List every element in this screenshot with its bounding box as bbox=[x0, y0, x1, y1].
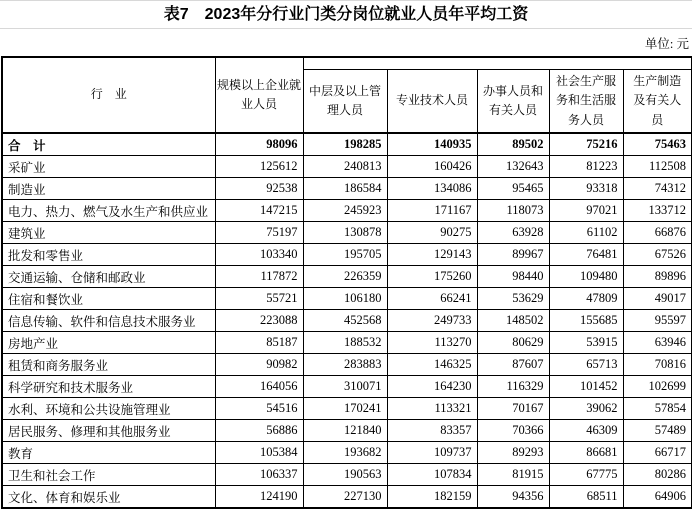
value-cell: 193682 bbox=[303, 442, 387, 464]
value-cell: 116329 bbox=[477, 376, 549, 398]
value-cell: 66717 bbox=[623, 442, 692, 464]
value-cell: 95465 bbox=[477, 178, 549, 200]
table-row bbox=[2, 420, 692, 442]
table-row bbox=[2, 332, 692, 354]
table-row bbox=[2, 310, 692, 332]
value-cell: 198285 bbox=[303, 133, 387, 156]
value-cell: 245923 bbox=[303, 200, 387, 222]
unit-label: 单位: 元 bbox=[644, 37, 689, 51]
table-row bbox=[2, 442, 692, 464]
value-cell: 75216 bbox=[549, 133, 623, 156]
value-cell: 190563 bbox=[303, 464, 387, 486]
value-cell: 130878 bbox=[303, 222, 387, 244]
table-body bbox=[2, 133, 692, 508]
value-cell: 146325 bbox=[387, 354, 477, 376]
value-cell: 310071 bbox=[303, 376, 387, 398]
value-cell: 160426 bbox=[387, 156, 477, 178]
value-cell: 53629 bbox=[477, 288, 549, 310]
value-cell: 109480 bbox=[549, 266, 623, 288]
value-cell: 226359 bbox=[303, 266, 387, 288]
value-cell: 140935 bbox=[387, 133, 477, 156]
header-social-service-staff: 社会生产服务和生活服务人员 bbox=[549, 70, 623, 134]
header-industry: 行 业 bbox=[2, 57, 215, 133]
value-cell: 112508 bbox=[623, 156, 692, 178]
value-cell: 188532 bbox=[303, 332, 387, 354]
table-row bbox=[2, 222, 692, 244]
industry-cell: 批发和零售业 bbox=[2, 244, 215, 266]
value-cell: 125612 bbox=[215, 156, 303, 178]
value-cell: 94356 bbox=[477, 486, 549, 509]
value-cell: 227130 bbox=[303, 486, 387, 509]
value-cell: 186584 bbox=[303, 178, 387, 200]
value-cell: 93318 bbox=[549, 178, 623, 200]
value-cell: 107834 bbox=[387, 464, 477, 486]
header-production-staff: 生产制造及有关人员 bbox=[623, 70, 692, 134]
table-row bbox=[2, 376, 692, 398]
value-cell: 118073 bbox=[477, 200, 549, 222]
header-clerical-staff: 办事人员和有关人员 bbox=[477, 70, 549, 134]
table-row bbox=[2, 354, 692, 376]
value-cell: 164056 bbox=[215, 376, 303, 398]
value-cell: 54516 bbox=[215, 398, 303, 420]
value-cell: 61102 bbox=[549, 222, 623, 244]
value-cell: 240813 bbox=[303, 156, 387, 178]
industry-cell: 租赁和商务服务业 bbox=[2, 354, 215, 376]
industry-cell: 文化、体育和娱乐业 bbox=[2, 486, 215, 509]
value-cell: 90275 bbox=[387, 222, 477, 244]
value-cell: 182159 bbox=[387, 486, 477, 509]
industry-cell: 信息传输、软件和信息技术服务业 bbox=[2, 310, 215, 332]
industry-cell: 房地产业 bbox=[2, 332, 215, 354]
value-cell: 98440 bbox=[477, 266, 549, 288]
value-cell: 66876 bbox=[623, 222, 692, 244]
industry-cell: 采矿业 bbox=[2, 156, 215, 178]
value-cell: 124190 bbox=[215, 486, 303, 509]
value-cell: 70816 bbox=[623, 354, 692, 376]
value-cell: 76481 bbox=[549, 244, 623, 266]
value-cell: 101452 bbox=[549, 376, 623, 398]
value-cell: 155685 bbox=[549, 310, 623, 332]
industry-cell: 住宿和餐饮业 bbox=[2, 288, 215, 310]
value-cell: 452568 bbox=[303, 310, 387, 332]
value-cell: 81223 bbox=[549, 156, 623, 178]
value-cell: 95597 bbox=[623, 310, 692, 332]
value-cell: 147215 bbox=[215, 200, 303, 222]
value-cell: 97021 bbox=[549, 200, 623, 222]
value-cell: 64906 bbox=[623, 486, 692, 509]
table-header bbox=[2, 57, 692, 133]
value-cell: 283883 bbox=[303, 354, 387, 376]
value-cell: 75463 bbox=[623, 133, 692, 156]
value-cell: 57854 bbox=[623, 398, 692, 420]
value-cell: 134086 bbox=[387, 178, 477, 200]
value-cell: 133712 bbox=[623, 200, 692, 222]
header-middle-managers: 中层及以上管理人员 bbox=[303, 70, 387, 134]
value-cell: 106337 bbox=[215, 464, 303, 486]
value-cell: 67775 bbox=[549, 464, 623, 486]
value-cell: 98096 bbox=[215, 133, 303, 156]
value-cell: 81915 bbox=[477, 464, 549, 486]
value-cell: 117872 bbox=[215, 266, 303, 288]
value-cell: 46309 bbox=[549, 420, 623, 442]
value-cell: 70167 bbox=[477, 398, 549, 420]
value-cell: 129143 bbox=[387, 244, 477, 266]
value-cell: 67526 bbox=[623, 244, 692, 266]
header-scale-enterprise-employees: 规模以上企业就业人员 bbox=[215, 57, 303, 133]
value-cell: 80286 bbox=[623, 464, 692, 486]
table-row bbox=[2, 464, 692, 486]
value-cell: 63928 bbox=[477, 222, 549, 244]
value-cell: 113321 bbox=[387, 398, 477, 420]
table-row bbox=[2, 398, 692, 420]
value-cell: 89502 bbox=[477, 133, 549, 156]
industry-cell: 制造业 bbox=[2, 178, 215, 200]
value-cell: 102699 bbox=[623, 376, 692, 398]
industry-cell: 教育 bbox=[2, 442, 215, 464]
industry-cell: 居民服务、修理和其他服务业 bbox=[2, 420, 215, 442]
industry-cell: 电力、热力、燃气及水生产和供应业 bbox=[2, 200, 215, 222]
table-row bbox=[2, 200, 692, 222]
value-cell: 49017 bbox=[623, 288, 692, 310]
value-cell: 171167 bbox=[387, 200, 477, 222]
value-cell: 249733 bbox=[387, 310, 477, 332]
value-cell: 106180 bbox=[303, 288, 387, 310]
value-cell: 89896 bbox=[623, 266, 692, 288]
value-cell: 175260 bbox=[387, 266, 477, 288]
table-row bbox=[2, 244, 692, 266]
table-row bbox=[2, 486, 692, 509]
value-cell: 121840 bbox=[303, 420, 387, 442]
value-cell: 70366 bbox=[477, 420, 549, 442]
industry-cell: 合 计 bbox=[2, 133, 215, 156]
industry-cell: 建筑业 bbox=[2, 222, 215, 244]
value-cell: 132643 bbox=[477, 156, 549, 178]
value-cell: 68511 bbox=[549, 486, 623, 509]
value-cell: 39062 bbox=[549, 398, 623, 420]
table-row bbox=[2, 133, 692, 156]
table-title: 表7 2023年分行业门类分岗位就业人员年平均工资 bbox=[0, 0, 692, 29]
value-cell: 90982 bbox=[215, 354, 303, 376]
value-cell: 89293 bbox=[477, 442, 549, 464]
value-cell: 170241 bbox=[303, 398, 387, 420]
value-cell: 87607 bbox=[477, 354, 549, 376]
header-spacer-row bbox=[2, 57, 692, 70]
header-professional-technical: 专业技术人员 bbox=[387, 70, 477, 134]
value-cell: 109737 bbox=[387, 442, 477, 464]
value-cell: 105384 bbox=[215, 442, 303, 464]
value-cell: 53915 bbox=[549, 332, 623, 354]
value-cell: 47809 bbox=[549, 288, 623, 310]
table-row bbox=[2, 178, 692, 200]
industry-cell: 卫生和社会工作 bbox=[2, 464, 215, 486]
value-cell: 57489 bbox=[623, 420, 692, 442]
value-cell: 86681 bbox=[549, 442, 623, 464]
value-cell: 66241 bbox=[387, 288, 477, 310]
value-cell: 74312 bbox=[623, 178, 692, 200]
value-cell: 164230 bbox=[387, 376, 477, 398]
value-cell: 89967 bbox=[477, 244, 549, 266]
value-cell: 55721 bbox=[215, 288, 303, 310]
value-cell: 103340 bbox=[215, 244, 303, 266]
value-cell: 113270 bbox=[387, 332, 477, 354]
industry-cell: 交通运输、仓储和邮政业 bbox=[2, 266, 215, 288]
value-cell: 195705 bbox=[303, 244, 387, 266]
value-cell: 65713 bbox=[549, 354, 623, 376]
value-cell: 63946 bbox=[623, 332, 692, 354]
table-row bbox=[2, 266, 692, 288]
table-row bbox=[2, 288, 692, 310]
industry-cell: 水利、环境和公共设施管理业 bbox=[2, 398, 215, 420]
table-row bbox=[2, 156, 692, 178]
value-cell: 80629 bbox=[477, 332, 549, 354]
value-cell: 75197 bbox=[215, 222, 303, 244]
value-cell: 85187 bbox=[215, 332, 303, 354]
value-cell: 56886 bbox=[215, 420, 303, 442]
wage-table bbox=[1, 56, 692, 509]
header-positions-spacer bbox=[303, 57, 692, 70]
value-cell: 83357 bbox=[387, 420, 477, 442]
value-cell: 92538 bbox=[215, 178, 303, 200]
industry-cell: 科学研究和技术服务业 bbox=[2, 376, 215, 398]
value-cell: 148502 bbox=[477, 310, 549, 332]
value-cell: 223088 bbox=[215, 310, 303, 332]
